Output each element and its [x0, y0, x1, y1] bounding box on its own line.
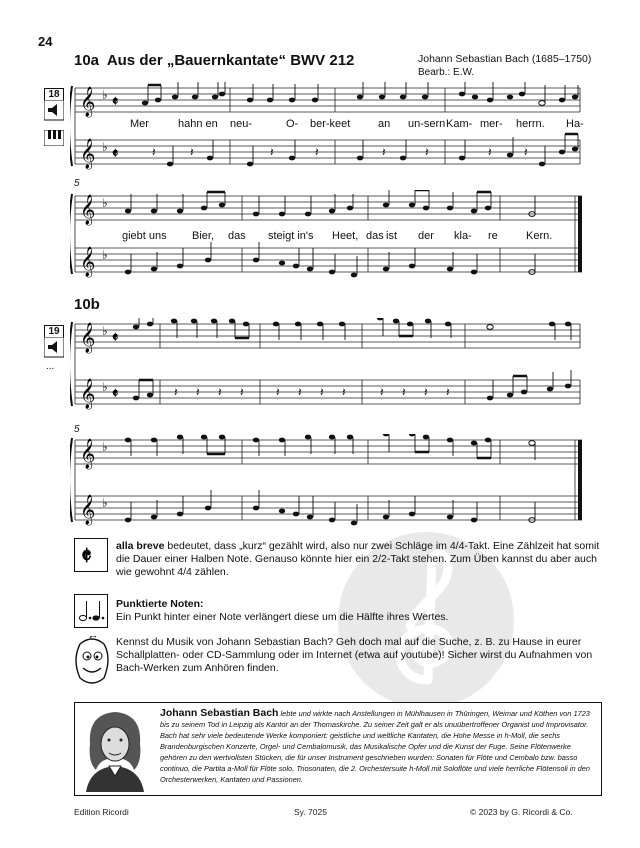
lyric: das	[228, 230, 246, 242]
svg-text:𝄽: 𝄽	[276, 385, 280, 399]
score-system-a1	[70, 82, 588, 182]
svg-text:...: ...	[46, 361, 55, 372]
svg-text:♭: ♭	[102, 496, 108, 510]
svg-text:𝄽: 𝄽	[298, 385, 302, 399]
lyric: an	[378, 118, 391, 130]
lyric: un-sern	[408, 118, 446, 130]
dotted-notes-title: Punktierte Noten:	[116, 598, 204, 610]
svg-text:𝄽: 𝄽	[425, 145, 429, 159]
svg-text:𝄽: 𝄽	[196, 385, 200, 399]
smiling-mascot-icon	[70, 636, 114, 690]
lyrics-line-1	[70, 118, 590, 132]
svg-text:♭: ♭	[102, 88, 108, 102]
piece-a-title	[74, 52, 354, 69]
svg-text:𝄽: 𝄽	[320, 385, 324, 399]
alla-breve-text: bedeutet, dass „kurz“ gezählt wird, also nur zwei Schläge im 4/4-Takt. Eine Zählzeit hat somit die Dauer einer Halben Note. Genauso könnte hier ein 2/2-Takt stehen. Zum Üben kannst du aber auch wie gewohnt 4/4 zählen.	[116, 540, 600, 578]
svg-text:𝄽: 𝄽	[152, 145, 156, 159]
svg-text:𝄽: 𝄽	[488, 145, 492, 159]
svg-text:𝄽: 𝄽	[190, 145, 194, 159]
svg-text:𝄞: 𝄞	[80, 495, 96, 525]
svg-text:𝄽: 𝄽	[524, 145, 528, 159]
svg-text:𝄞: 𝄞	[80, 439, 96, 469]
lyric: kla-	[454, 230, 472, 242]
lyrics-line-2	[70, 230, 590, 244]
svg-text:♭: ♭	[102, 380, 108, 394]
alla-breve-symbol	[74, 538, 108, 572]
bach-listening-prompt: Kennst du Musik von Johann Sebastian Bach? Geh doch mal auf die Suche, z. B. zu Hause in eurer Schallplatten- oder CD-Sammlung oder im Internet (etwa auf youtube)! Sicher wirst du Aufnahmen von Bach-Werken zum Anhören finden.	[116, 636, 593, 674]
dotted-notes-text: Ein Punkt hinter einer Note verlängert diese um die Hälfte ihres Wertes.	[116, 611, 449, 623]
svg-text:𝄵: 𝄵	[112, 386, 119, 402]
bio-name: Johann Sebastian Bach	[160, 707, 279, 719]
svg-text:𝄽: 𝄽	[382, 145, 386, 159]
svg-text:♭: ♭	[102, 324, 108, 338]
svg-text:𝄞: 𝄞	[80, 139, 96, 169]
svg-text:♭: ♭	[102, 140, 108, 154]
svg-text:♭: ♭	[102, 196, 108, 210]
svg-text:𝄽: 𝄽	[380, 385, 384, 399]
svg-text:♭: ♭	[102, 440, 108, 454]
measure-number: 5	[74, 424, 80, 435]
svg-text:𝄵: 𝄵	[81, 541, 92, 570]
svg-text:𝄽: 𝄽	[402, 385, 406, 399]
lyric: Kern.	[526, 230, 553, 242]
speaker-icon	[44, 337, 64, 377]
lyric: neu-	[230, 118, 253, 130]
piece-b-label: 10b	[74, 296, 100, 313]
lyric: herrn.	[516, 118, 545, 130]
lyric: steigt in's	[268, 230, 314, 242]
dotted-notes-explanation	[116, 598, 600, 624]
svg-text:𝄵: 𝄵	[112, 146, 119, 162]
svg-text:𝄞: 𝄞	[80, 323, 96, 353]
svg-text:𝄞: 𝄞	[80, 379, 96, 409]
svg-text:𝄽: 𝄽	[342, 385, 346, 399]
lyric: re	[488, 230, 498, 242]
lyric: das	[366, 230, 384, 242]
lyric: der	[418, 230, 434, 242]
piece-a-label: 10a	[74, 52, 100, 69]
arranger: Bearb.: E.W.	[418, 67, 475, 78]
lyric: Bier,	[192, 230, 215, 242]
lyric: Ha-	[566, 118, 584, 130]
svg-text:𝄽: 𝄽	[315, 145, 319, 159]
svg-text:𝄽: 𝄽	[240, 385, 244, 399]
bach-biography	[160, 708, 596, 785]
svg-text:𝄽: 𝄽	[218, 385, 222, 399]
lyric: Kam-	[446, 118, 473, 130]
svg-text:𝄵: 𝄵	[112, 94, 119, 110]
lyric: mer-	[480, 118, 503, 130]
lyric: hahn en	[178, 118, 218, 130]
lyric: Mer	[130, 118, 149, 130]
dotted-notes-symbol	[74, 594, 108, 628]
piece-a-title-text: Aus der „Bauernkantate“ BWV 212	[106, 52, 355, 69]
footer-catalog-number: Sy. 7025	[294, 807, 327, 817]
bach-portrait	[76, 704, 154, 792]
svg-text:𝄽: 𝄽	[174, 385, 178, 399]
piano-icon	[44, 130, 64, 146]
svg-text:𝄽: 𝄽	[424, 385, 428, 399]
page-number: 24	[38, 34, 53, 49]
track-number-b: 19	[44, 325, 64, 338]
footer-copyright: © 2023 by G. Ricordi & Co.	[470, 807, 573, 817]
track-number-a: 18	[44, 88, 64, 101]
svg-text:♭: ♭	[102, 248, 108, 262]
lyric: O-	[286, 118, 299, 130]
lyric: Heet,	[332, 230, 359, 242]
svg-text:𝄞: 𝄞	[80, 247, 96, 277]
bio-text: lebte und wirkte nach Anstellungen in Mühlhausen in Thüringen, Weimar und Köthen von 1723 bis zu seinem Tod in Leipzig als Kantor an der Thomaskirche. Zu seiner Zeit galt er als unuübertroffener Organist und Improvisator. Bach hat sehr viele bedeutende Werke komponiert: geistliche und weltliche Kantaten, die Hohe Messe in h-Moll, die sechs Brandenburgischen Konzerte, Orgel- und Cembalomusik, das Musikalische Opfer und die Kunst der Fuge. Seine Flötenwerke gehören zu den wertvollsten Stücken, die für unser Instrument geschrieben wurden: Sonaten für Flöte und Cembalo bzw. basso continuo, die Partita a-Moll für Flöte solo, Triosonaten, die 2. Orchestersuite h-Moll mit Soloflöte und viele herrliche Flötensoli in den Orchesterwerken, Kantaten und Passionen.	[160, 709, 590, 784]
score-system-b2	[70, 434, 588, 534]
svg-text:𝄞: 𝄞	[80, 87, 96, 117]
svg-text:𝄽: 𝄽	[270, 145, 274, 159]
lyric: giebt uns	[122, 230, 167, 242]
lyric: ist	[386, 230, 397, 242]
alla-breve-term: alla breve	[116, 540, 165, 552]
score-system-b1	[70, 318, 588, 418]
svg-text:𝄵: 𝄵	[112, 330, 119, 346]
alla-breve-explanation	[116, 540, 600, 579]
measure-number: 5	[74, 178, 80, 189]
svg-text:𝄞: 𝄞	[80, 195, 96, 225]
footer-publisher: Edition Ricordi	[74, 807, 129, 817]
svg-text:𝄽: 𝄽	[446, 385, 450, 399]
composer: Johann Sebastian Bach (1685–1750)	[418, 53, 592, 65]
lyric: ber-keet	[310, 118, 351, 130]
